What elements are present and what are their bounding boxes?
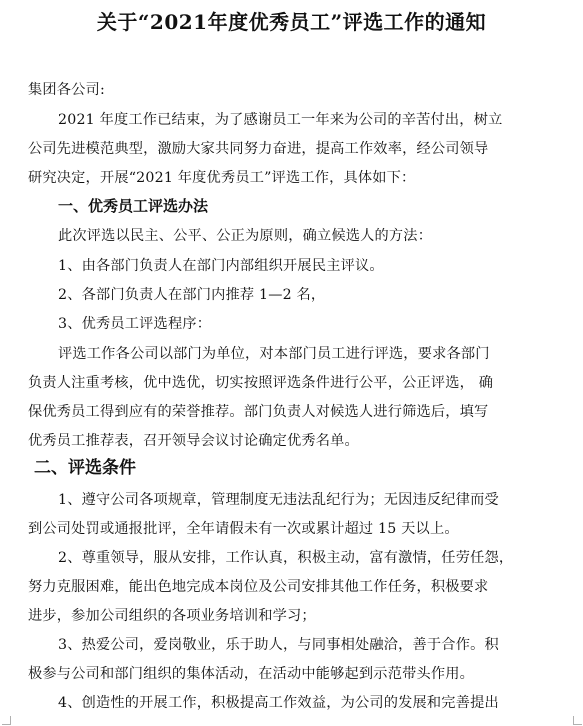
section-2-line-5: 进步，参加公司组织的各项业务培训和学习；	[28, 608, 316, 624]
section-2-line-4: 努力克服困难，能出色地完成本岗位及公司安排其他工作任务，积极要求	[28, 579, 489, 595]
section-1-line-8: 优秀员工推荐表，召开领导会议讨论确定优秀名单。	[28, 433, 359, 449]
page-corner-mark-right	[573, 716, 582, 725]
page-corner-mark-left	[2, 716, 11, 725]
section-2-line-7: 极参与公司和部门组织的集体活动，在活动中能够起到示范带头作用。	[28, 666, 475, 682]
intro-line-3: 研究决定，开展“2021 年度优秀员工”评选工作，具体如下：	[28, 170, 416, 186]
section-2-line-8: 4、创造性的开展工作，积极提高工作效益，为公司的发展和完善提出	[58, 695, 499, 711]
section-1-line-4: 3、优秀员工评选程序：	[58, 316, 212, 332]
section-1-heading: 一、优秀员工评选办法	[58, 197, 209, 215]
document-title: 关于“2021年度优秀员工”评选工作的通知	[96, 10, 487, 34]
section-1-line-7: 保优秀员工得到应有的荣誉推荐。部门负责人对候选人进行筛选后，填写	[28, 404, 489, 420]
intro-line-1: 2021 年度工作已结束，为了感谢员工一年来为公司的辛苦付出，树立	[58, 112, 503, 128]
section-2-heading: 二、评选条件	[34, 458, 136, 478]
section-1-line-6: 负责人注重考核，优中选优，切实按照评选条件进行公平，公正评选， 确	[28, 375, 494, 391]
greeting: 集团各公司:	[28, 82, 105, 98]
section-1-line-2: 1、由各部门负责人在部门内部组织开展民主评议。	[58, 258, 384, 274]
section-2-line-6: 3、热爱公司，爱岗敬业，乐于助人，与同事相处融洽，善于合作。积	[58, 637, 499, 653]
section-1-line-1: 此次评选以民主、公平、公正为原则，确立候选人的方法：	[58, 228, 433, 244]
intro-line-2: 公司先进模范典型，激励大家共同努力奋进，提高工作效率，经公司领导	[28, 141, 489, 157]
section-2-line-1: 1、遵守公司各项规章，管理制度无违法乱纪行为；无因违反纪律而受	[58, 492, 499, 508]
section-1-line-3: 2、各部门负责人在部门内推荐 1—2 名，	[58, 287, 326, 303]
section-2-line-2: 到公司处罚或通报批评，全年请假未有一次或累计超过 15 天以上。	[28, 521, 459, 537]
section-2-line-3: 2、尊重领导，服从安排，工作认真，积极主动，富有激情，任劳任怨，	[58, 550, 514, 566]
section-1-line-5: 评选工作各公司以部门为单位，对本部门员工进行评选，要求各部门	[58, 346, 490, 362]
